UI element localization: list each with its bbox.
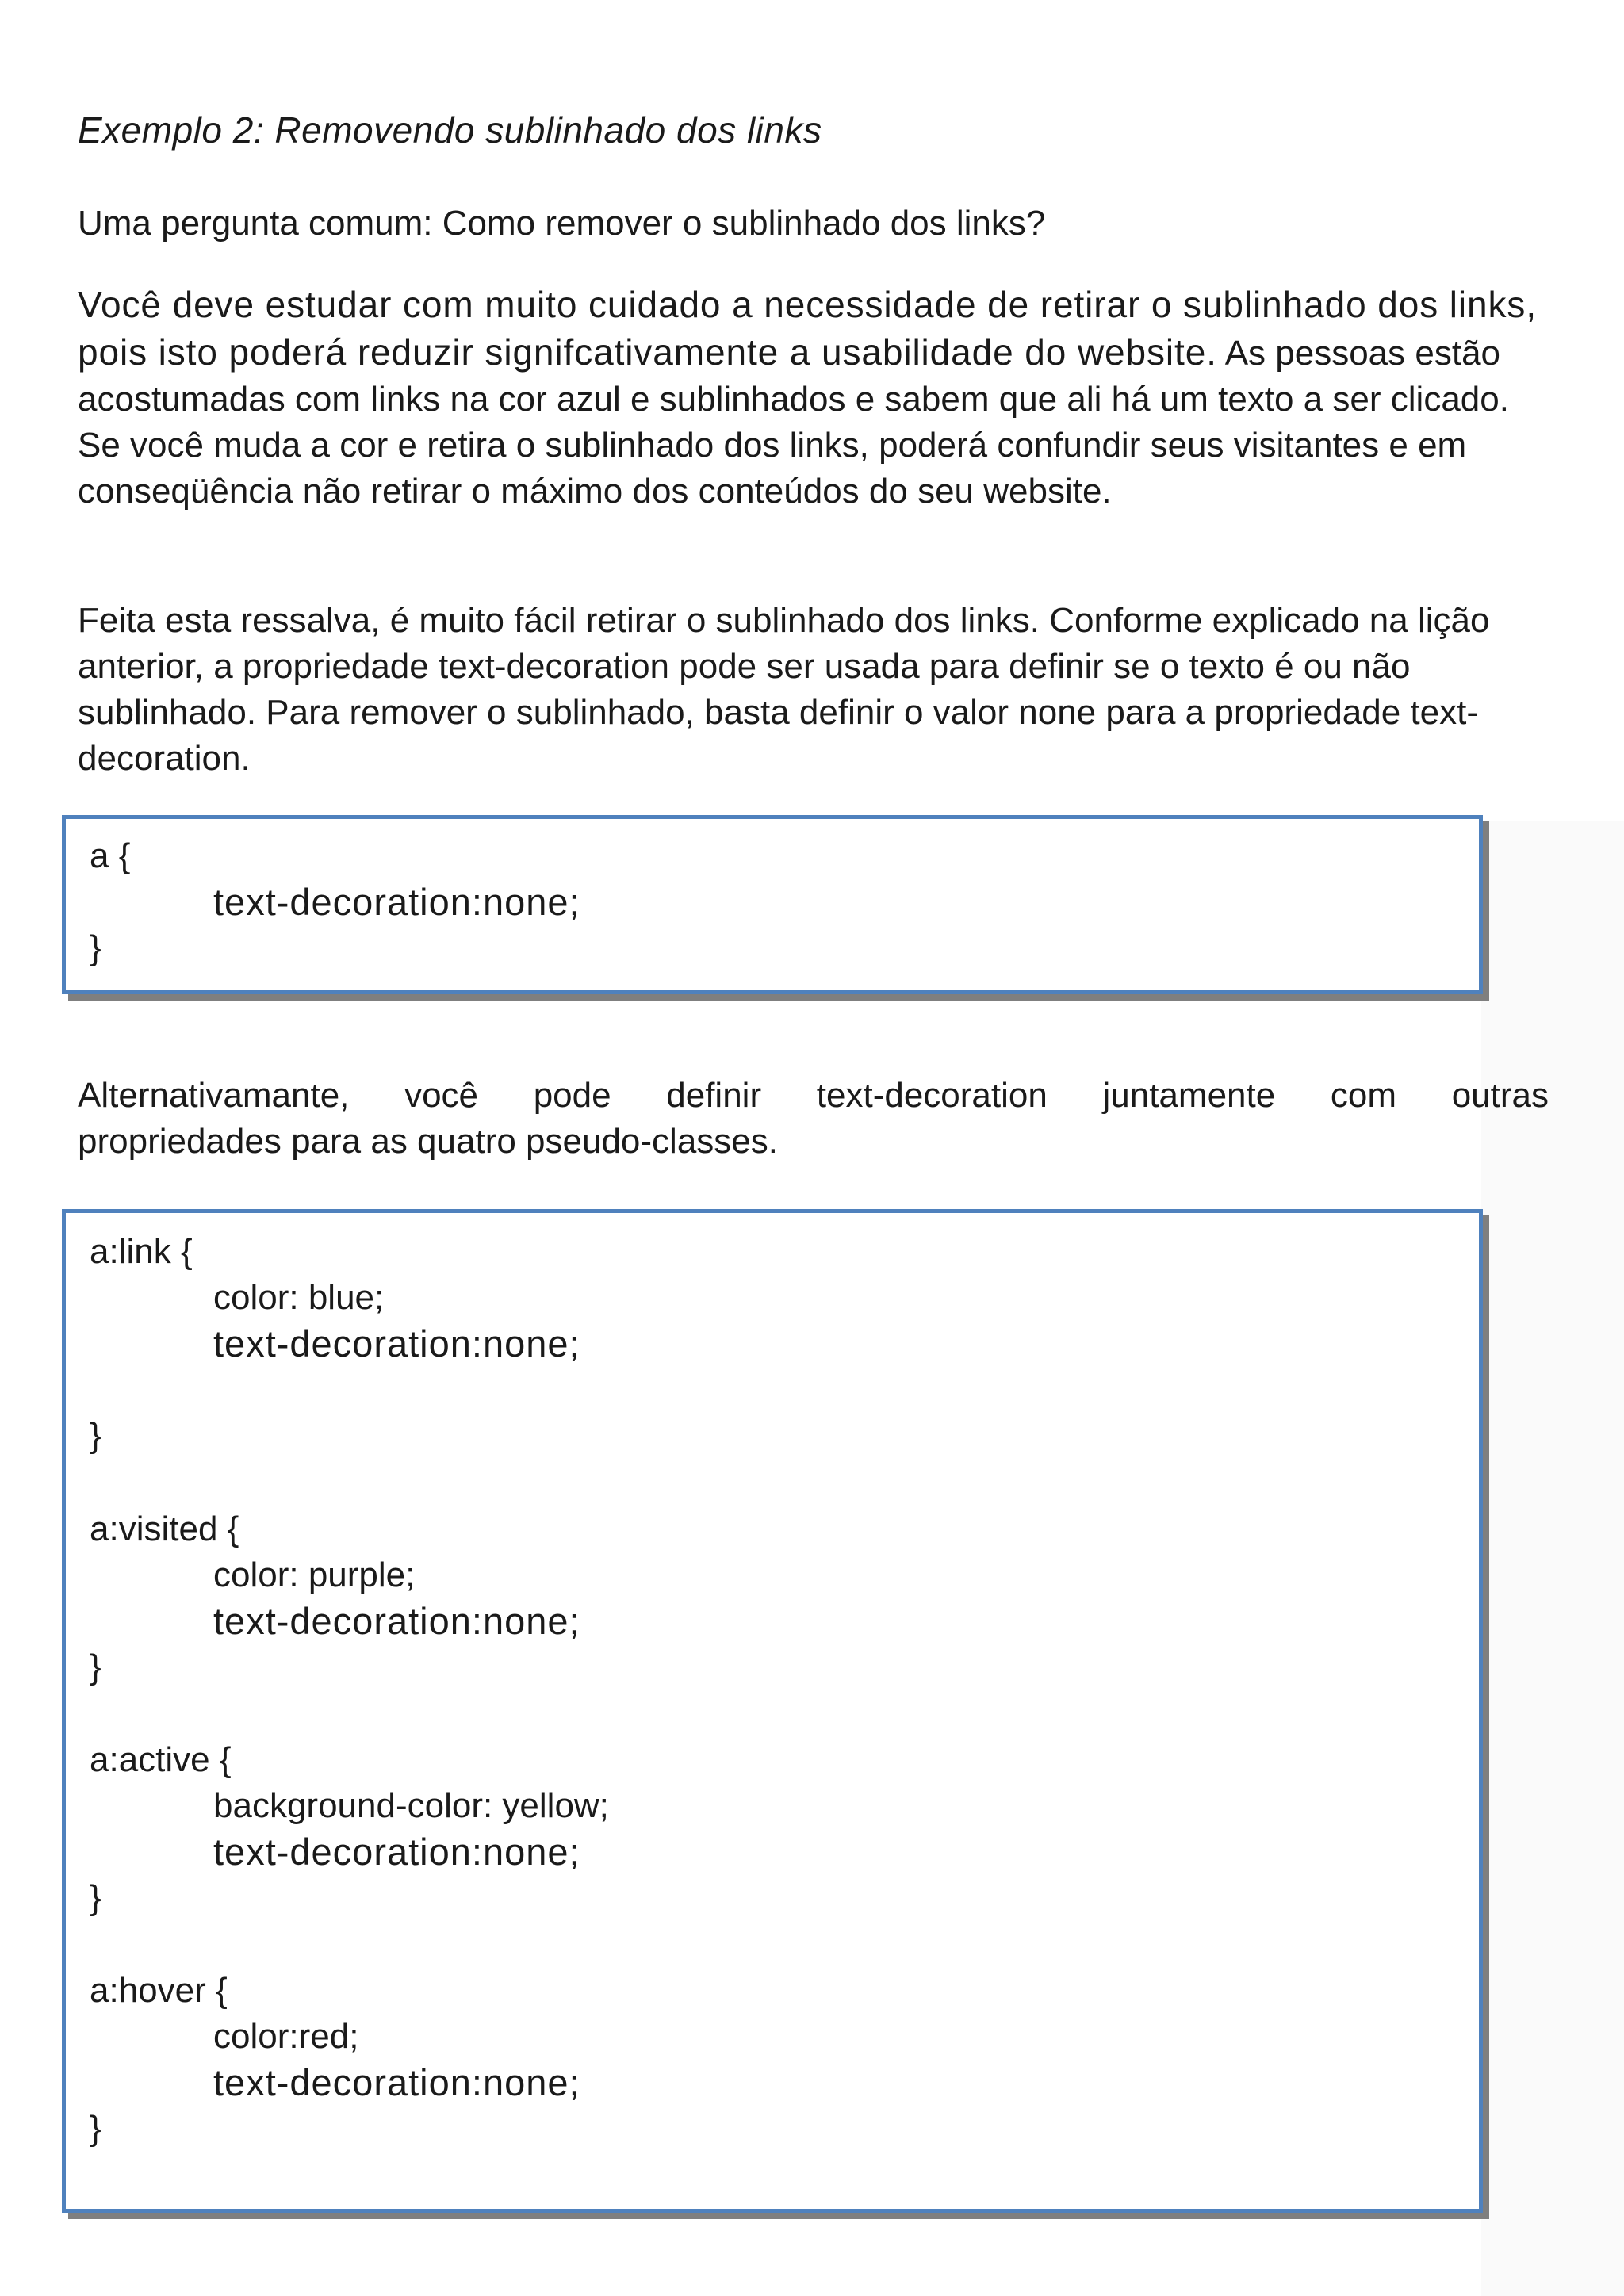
code-declaration: text-decoration:none; <box>213 881 580 923</box>
code-selector-active: a:active { <box>90 1740 232 1779</box>
code-declaration-background: background-color: yellow; <box>213 1786 609 1825</box>
code-selector-link: a:link { <box>90 1232 193 1271</box>
code-close-brace: } <box>90 1647 102 1686</box>
section-heading: Exemplo 2: Removendo sublinhado dos links <box>78 109 822 151</box>
alternative-paragraph <box>78 1073 1549 1165</box>
code-selector: a { <box>90 836 131 875</box>
warning-paragraph <box>78 281 1545 515</box>
code-declaration-decoration: text-decoration:none; <box>213 1831 580 1873</box>
warning-body-text: As pessoas estão acostumadas com links na cor azul e sublinhados e sabem que ali há um texto a ser clicado. Se você muda a cor e retira o sublinhado dos links, poderá confundir seus visitantes e em conseqüência não retirar o máximo dos conteúdos do seu website. <box>78 334 1509 511</box>
explanation-paragraph: Feita esta ressalva, é muito fácil retirar o sublinhado dos links. Conforme explicado na lição anterior, a propriedade text-decoration pode ser usada para definir se o texto é ou não sublinhado. Para remover o sublinhado, basta definir o valor none para a propriedade text-decoration. <box>78 601 1490 778</box>
margin-shade <box>1481 821 1624 2296</box>
code-block-pseudo-classes <box>62 1209 1483 2213</box>
code-close-brace: } <box>90 928 102 967</box>
code-declaration-color: color: purple; <box>213 1556 416 1594</box>
code-declaration-color: color: blue; <box>213 1278 385 1317</box>
code-close-brace: } <box>90 2109 102 2148</box>
code-declaration-decoration: text-decoration:none; <box>213 1322 580 1364</box>
warning-emphasis-text: Você deve estudar com muito cuidado a necessidade de retirar o sublinhado dos links, pois isto poderá reduzir signifcativamente a usabilidade do website. <box>78 284 1537 373</box>
code-selector-visited: a:visited { <box>90 1510 239 1548</box>
code-declaration-decoration: text-decoration:none; <box>213 1600 580 1642</box>
code-block-simple <box>62 815 1483 994</box>
code-declaration-color: color:red; <box>213 2017 359 2056</box>
code-close-brace: } <box>90 1878 102 1917</box>
alternative-line-2: propriedades para as quatro pseudo-classes. <box>78 1122 778 1161</box>
code-selector-hover: a:hover { <box>90 1971 228 2010</box>
question-paragraph: Uma pergunta comum: Como remover o sublinhado dos links? <box>78 204 1046 243</box>
code-declaration-decoration: text-decoration:none; <box>213 2061 580 2103</box>
code-close-brace: } <box>90 1416 102 1455</box>
alternative-line-1: Alternativamante, você pode definir text-decoration juntamente com outras <box>78 1076 1549 1115</box>
